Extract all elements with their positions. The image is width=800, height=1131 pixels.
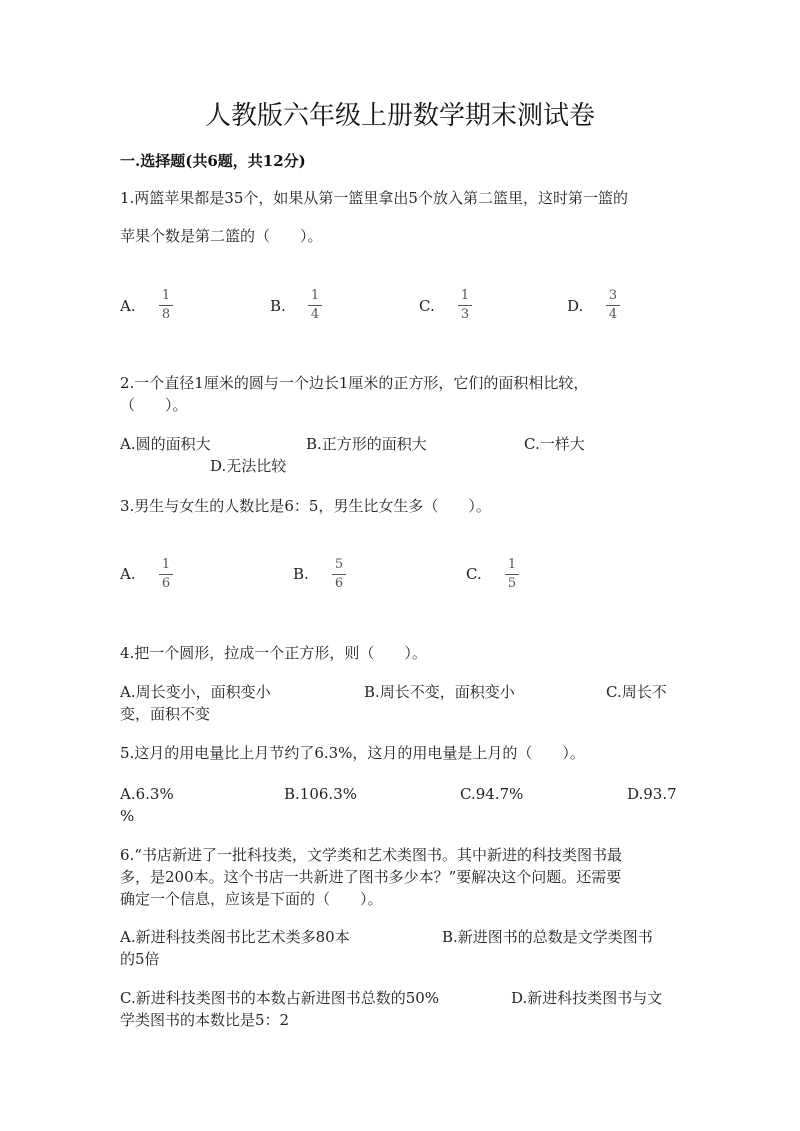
q1-option-a-label: A. [120, 297, 136, 315]
q4-option-c: C.周长不 [606, 683, 667, 701]
q1-option-b-fraction: 1 4 [307, 288, 323, 323]
q2-option-d: D.无法比较 [210, 457, 287, 475]
question-5-line-1: 5.这月的用电量比上月节约了6.3%，这月的用电量是上月的（ ）。 [120, 744, 585, 762]
q3-option-a-fraction: 1 6 [158, 557, 174, 592]
q5-option-b: B.106.3% [284, 785, 357, 803]
q1-option-c-label: C. [419, 297, 435, 315]
question-4-line-1: 4.把一个圆形，拉成一个正方形，则（ ）。 [120, 644, 427, 662]
q6-option-a: A.新进科技类阁书比艺术类多80本 [120, 928, 350, 946]
question-2-line-1: 2.一个直径1厘米的圆与一个边长1厘米的正方形，它们的面积相比较， [120, 374, 589, 392]
q1-option-d-fraction: 3 4 [605, 288, 621, 323]
q5-option-d: D.93.7 [627, 785, 677, 803]
q6-option-b: B.新进图书的总数是文学类图书 [442, 928, 653, 946]
page-title: 人教版六年级上册数学期末测试卷 [204, 101, 595, 131]
question-6-line-3: 确定一个信息，应该是下面的（ ）。 [120, 890, 383, 908]
question-6-line-1: 6.“书店新进了一批科技类，文学类和艺术类图书。其中新进的科技类图书最 [120, 846, 622, 864]
q5-option-c: C.94.7% [460, 785, 524, 803]
q3-option-b-label: B. [293, 565, 309, 583]
question-2-line-2: （ ）。 [120, 396, 188, 414]
q5-option-d-continued: % [120, 807, 135, 825]
q1-option-a-fraction: 1 8 [158, 288, 174, 323]
q1-option-c-fraction: 1 3 [457, 288, 473, 323]
q4-option-a: A.周长变小，面积变小 [120, 683, 271, 701]
q1-option-d-label: D. [567, 297, 584, 315]
question-1-line-1: 1.两篮苹果都是35个，如果从第一篮里拿出5个放入第二篮里，这时第一篮的 [120, 189, 628, 207]
q6-option-d-continued: 学类图书的本数比是5：2 [120, 1011, 290, 1029]
q2-option-a: A.圆的面积大 [120, 435, 211, 453]
question-6-line-2: 多，是200本。这个书店一共新进了图书多少本？”要解决这个问题。还需要 [120, 868, 622, 886]
q4-option-c-continued: 变，面积不变 [120, 705, 211, 723]
q6-option-c: C.新进科技类图书的本数占新进图书总数的50% [120, 989, 440, 1007]
question-3-line-1: 3.男生与女生的人数比是6：5，男生比女生多（ ）。 [120, 497, 491, 515]
q3-option-a-label: A. [120, 565, 136, 583]
q3-option-c-label: C. [466, 565, 482, 583]
q4-option-b: B.周长不变，面积变小 [364, 683, 515, 701]
q2-option-b: B.正方形的面积大 [306, 435, 427, 453]
section-heading: 一.选择题(共6题，共12分) [120, 152, 306, 170]
q1-option-b-label: B. [270, 297, 286, 315]
q3-option-b-fraction: 5 6 [331, 557, 347, 592]
q2-option-c: C.一样大 [524, 435, 585, 453]
q3-option-c-fraction: 1 5 [504, 557, 520, 592]
question-1-line-2: 苹果个数是第二篮的（ ）。 [120, 227, 323, 245]
q5-option-a: A.6.3% [120, 785, 174, 803]
q6-option-b-continued: 的5倍 [120, 950, 160, 968]
q6-option-d: D.新进科技类图书与文 [511, 989, 663, 1007]
